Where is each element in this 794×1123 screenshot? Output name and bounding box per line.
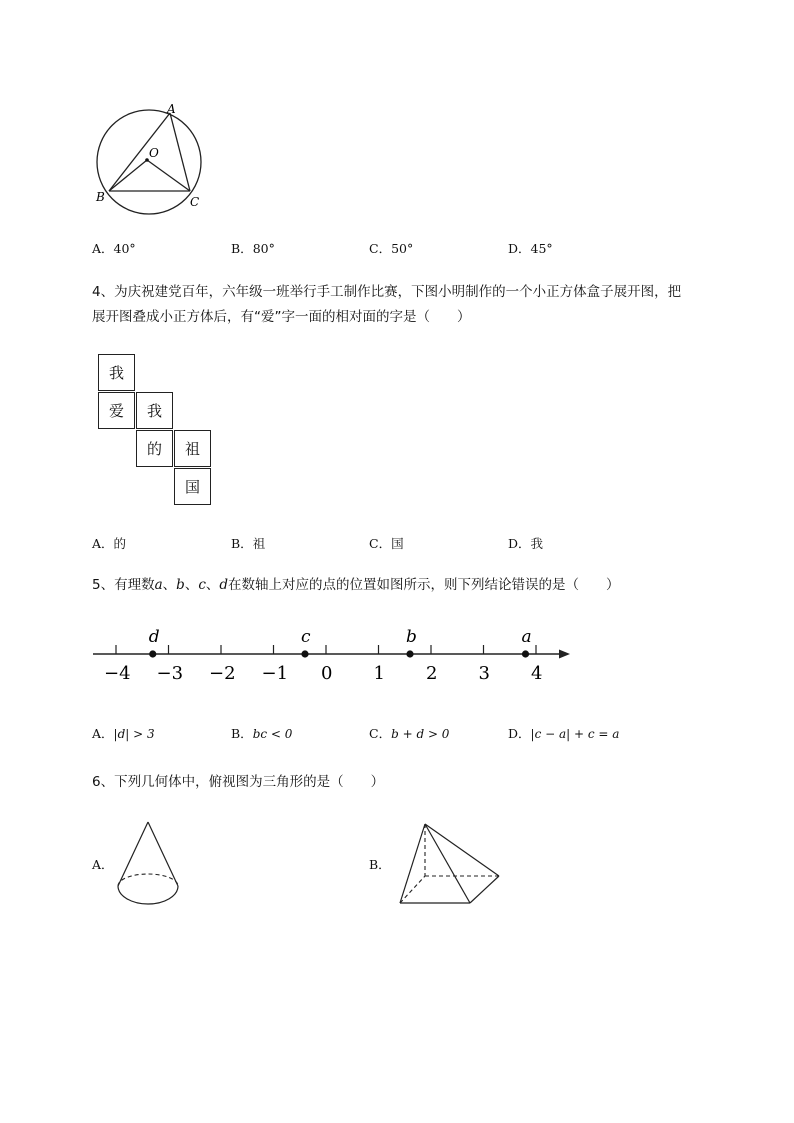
net-cell: 我	[136, 392, 173, 429]
pyramid-edge	[425, 824, 470, 903]
q5-stem	[92, 572, 620, 599]
option-text: 的	[113, 536, 127, 551]
pyramid-edge	[425, 824, 499, 876]
option-letter: B．	[231, 241, 253, 256]
var-d: d	[219, 577, 229, 593]
q6-stem: 6、下列几何体中，俯视图为三角形的是（ ）	[92, 774, 385, 790]
cone-base-front	[118, 886, 178, 904]
tick-label: 0	[321, 663, 333, 684]
q4-option-d[interactable]	[508, 535, 543, 553]
option-expr: bc < 0	[252, 727, 293, 741]
q6-option-a-letter[interactable]: A．	[92, 857, 114, 872]
option-text: 45°	[530, 241, 553, 256]
q5-stem-suffix: 在数轴上对应的点的位置如图所示，则下列结论错误的是（ ）	[228, 577, 620, 593]
option-letter: A．	[92, 536, 114, 551]
label-c: C	[190, 195, 200, 209]
option-text: 80°	[252, 241, 275, 256]
cone-base-back	[118, 874, 178, 886]
base-edge	[470, 876, 499, 903]
option-text: 我	[530, 536, 544, 551]
cone-side-right	[148, 822, 178, 886]
point-label: a	[521, 627, 532, 647]
option-text: 40°	[113, 241, 136, 256]
net-cell: 我	[98, 354, 135, 391]
pyramid-figure	[395, 818, 505, 910]
q4-option-a[interactable]	[92, 535, 126, 553]
option-letter: C．	[369, 726, 392, 741]
tick-label: −4	[104, 663, 131, 684]
point-a	[522, 650, 529, 657]
point-label: c	[301, 627, 311, 647]
point-label: b	[406, 627, 417, 647]
label-b: B	[96, 190, 105, 204]
option-expr: b + d > 0	[391, 727, 450, 741]
sep: 、	[184, 577, 199, 593]
option-text: 50°	[391, 241, 414, 256]
number-line	[88, 620, 578, 690]
point-label: d	[148, 627, 160, 647]
q5-option-c[interactable]	[369, 725, 449, 743]
option-letter: C．	[369, 241, 392, 256]
option-text: 祖	[252, 536, 266, 551]
option-letter: D．	[508, 726, 531, 741]
var-b: b	[176, 577, 185, 593]
circle-triangle-figure	[88, 100, 218, 215]
segment-ob	[109, 160, 147, 191]
net-cell: 爱	[98, 392, 135, 429]
option-text: 国	[391, 536, 404, 551]
q5-option-b[interactable]	[231, 725, 292, 743]
option-letter: D．	[508, 536, 531, 551]
pyramid-edge	[400, 824, 425, 903]
cone-figure	[112, 818, 184, 910]
tick-label: 4	[531, 663, 543, 684]
option-letter: C．	[369, 536, 392, 551]
option-letter: B．	[231, 536, 253, 551]
option-letter: D．	[508, 241, 531, 256]
option-expr: |c − a| + c = a	[530, 727, 620, 741]
tick-label: 2	[426, 663, 438, 684]
option-letter: B．	[231, 726, 253, 741]
option-letter: A．	[92, 241, 114, 256]
q5-stem-prefix: 5、有理数	[92, 577, 155, 593]
q4-option-b[interactable]	[231, 535, 265, 553]
sep: 、	[162, 577, 177, 593]
net-cell: 的	[136, 430, 173, 467]
tick-label: 3	[478, 663, 490, 684]
var-c: c	[198, 577, 206, 593]
option-expr: |d| > 3	[113, 727, 155, 741]
q4-option-c[interactable]	[369, 535, 404, 553]
net-cell: 祖	[174, 430, 211, 467]
label-a: A	[167, 102, 176, 116]
point-b	[406, 650, 413, 657]
segment-ab	[109, 113, 170, 191]
tick-label: −1	[261, 663, 289, 684]
option-letter: A．	[92, 726, 114, 741]
q3-option-b[interactable]	[231, 240, 275, 258]
sep: 、	[205, 577, 220, 593]
q4-stem-line2: 展开图叠成小正方体后，有“爱”字一面的相对面的字是（ ）	[92, 309, 471, 325]
tick-label: −3	[156, 663, 184, 684]
label-o: O	[149, 146, 159, 160]
point-d	[149, 650, 156, 657]
q4-stem-line1: 4、为庆祝建党百年，六年级一班举行手工制作比赛，下图小明制作的一个小正方体盒子展开图，把	[92, 284, 682, 300]
axis-arrow	[559, 650, 570, 659]
tick-label: 1	[373, 663, 385, 684]
q5-option-a[interactable]	[92, 725, 155, 743]
cube-net	[98, 354, 218, 510]
var-a: a	[154, 577, 163, 593]
q5-option-d[interactable]	[508, 725, 619, 743]
q3-option-a[interactable]	[92, 240, 136, 258]
q3-option-d[interactable]	[508, 240, 553, 258]
q3-option-c[interactable]	[369, 240, 413, 258]
point-c	[301, 650, 308, 657]
tick-label: −2	[209, 663, 236, 684]
net-cell: 国	[174, 468, 211, 505]
cone-side-left	[118, 822, 148, 886]
q6-option-b-letter[interactable]: B．	[369, 857, 391, 872]
